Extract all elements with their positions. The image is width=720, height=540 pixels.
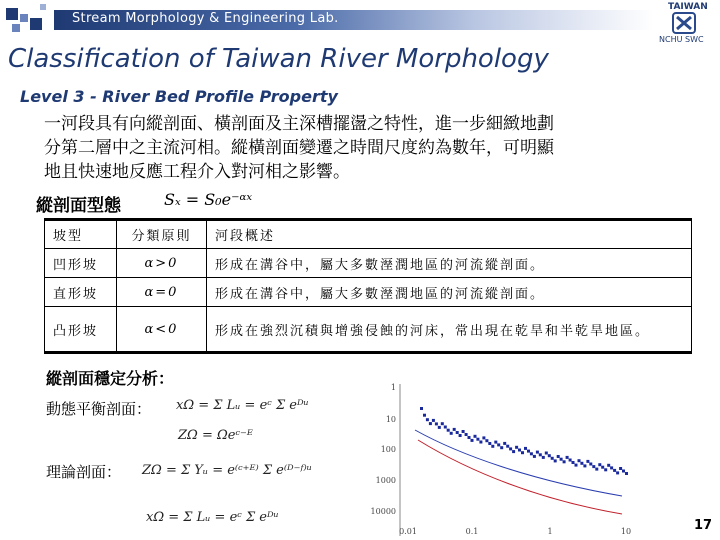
plot-data-point — [465, 433, 468, 436]
plot-data-point — [482, 436, 485, 439]
section-heading: Level 3 - River Bed Profile Property — [20, 87, 338, 106]
plot-data-point — [435, 422, 438, 425]
plot-data-point — [548, 454, 551, 457]
theory-profile-label: 理論剖面： — [46, 463, 122, 481]
plot-data-point — [575, 464, 578, 467]
plot-data-point — [423, 414, 426, 417]
plot-data-point — [420, 407, 423, 410]
plot-data-point — [441, 422, 444, 425]
plot-data-point — [583, 464, 586, 467]
plot-data-point — [479, 441, 482, 444]
plot-data-point — [530, 452, 533, 455]
plot-data-point — [432, 419, 435, 422]
plot-data-point — [438, 426, 441, 429]
equation-1: xΩ = Σ Lᵤ = eᶜ Σ eᴰᵘ — [176, 398, 309, 413]
page-number: 17 — [694, 518, 713, 533]
plot-data-point — [569, 459, 572, 462]
plot-data-point — [563, 460, 566, 463]
plot-data-point — [491, 445, 494, 448]
plot-data-point — [459, 434, 462, 437]
y-tick-label: 1000 — [375, 476, 396, 485]
plot-data-point — [578, 459, 581, 462]
y-tick-label: 10000 — [370, 507, 396, 516]
plot-data-point — [542, 456, 545, 459]
plot-data-point — [580, 462, 583, 465]
plot-data-point — [613, 469, 616, 472]
plot-data-point — [506, 445, 509, 448]
plot-data-point — [429, 422, 432, 425]
table-header-row — [45, 220, 692, 249]
plot-data-point — [610, 466, 613, 469]
lab-name: Stream Morphology & Engineering Lab. — [72, 11, 339, 26]
plot-data-point — [545, 452, 548, 455]
plot-data-point — [456, 431, 459, 434]
plot-data-point — [586, 460, 589, 463]
plot-data-point — [533, 455, 536, 458]
table-cell: α<0 — [117, 307, 207, 353]
intro-line-2: 分第二層中之主流河相。縱橫剖面變遷之時間尺度約為數年，可明顯 — [44, 138, 554, 158]
equation-3: ZΩ = Σ Yᵤ = e⁽ᶜ⁺ᴱ⁾ Σ e⁽ᴰ⁻ᶠ⁾ᵘ — [142, 463, 312, 478]
logo-mark-icon — [672, 12, 696, 34]
plot-data-point — [595, 468, 598, 471]
table-cell: α=0 — [117, 278, 207, 307]
plot-data-point — [551, 457, 554, 460]
intro-line-1: 一河段具有向縱剖面、橫剖面及主深槽擺盪之特性，進一步細緻地劃 — [44, 114, 554, 134]
y-tick-label: 1 — [390, 383, 396, 392]
plot-data-point — [592, 465, 595, 468]
plot-data-point — [476, 438, 479, 441]
plot-data-point — [619, 467, 622, 470]
header-band — [0, 0, 720, 44]
x-tick-label: 0.1 — [465, 527, 479, 536]
table-header-cell: 分類原則 — [117, 220, 207, 249]
table-cell: 形成在強烈沉積與增強侵蝕的河床，常出現在乾旱和半乾旱地區。 — [207, 307, 692, 353]
table-row — [45, 307, 692, 353]
x-tick-label: 10 — [620, 527, 632, 536]
plot-data-point — [622, 470, 625, 473]
plot-data-point — [485, 439, 488, 442]
plot-data-point — [518, 449, 521, 452]
x-tick-label: 0.01 — [399, 527, 417, 536]
plot-data-point — [444, 426, 447, 429]
table-cell: 形成在溝谷中，屬大多數溼潤地區的河流縱剖面。 — [207, 278, 692, 307]
plot-data-point — [598, 463, 601, 466]
header-square-2 — [20, 14, 28, 22]
header-square-4 — [12, 24, 20, 32]
dynamic-profile-label: 動態平衡剖面： — [46, 400, 152, 418]
plot-data-point — [589, 463, 592, 466]
equation-4: xΩ = Σ Lᵤ = eᶜ Σ eᴰᵘ — [146, 510, 279, 525]
table-cell: 直形坡 — [45, 278, 117, 307]
plot-data-point — [607, 464, 610, 467]
plot-data-point — [426, 418, 429, 421]
plot-data-point — [497, 443, 500, 446]
profile-plot — [360, 380, 660, 540]
logo-cross-icon — [674, 14, 694, 32]
plot-data-point — [536, 451, 539, 454]
equation-2: ZΩ = Ωeᶜ⁻ᴱ — [178, 428, 253, 443]
intro-paragraph — [44, 112, 654, 184]
plot-data-point — [447, 429, 450, 432]
table-cell: 形成在溝谷中，屬大多數溼潤地區的河流縱剖面。 — [207, 249, 692, 278]
plot-data-point — [515, 446, 518, 449]
plot-data-point — [524, 447, 527, 450]
plot-data-point — [616, 471, 619, 474]
plot-data-point — [521, 451, 524, 454]
plot-data-point — [462, 430, 465, 433]
plot-data-point — [527, 450, 530, 453]
plot-data-point — [468, 436, 471, 439]
profile-type-table — [44, 218, 692, 354]
table-header-cell: 坡型 — [45, 220, 117, 249]
header-square-3 — [30, 18, 42, 30]
plot-data-point — [474, 435, 477, 438]
plot-data-point — [471, 439, 474, 442]
table-cell: α>0 — [117, 249, 207, 278]
slope-formula: Sₓ = S₀e⁻ᵅˣ — [164, 190, 252, 209]
table-row — [45, 249, 692, 278]
logo-subtitle: NCHU SWC — [659, 35, 704, 44]
plot-data-point — [554, 459, 557, 462]
plot-data-point — [572, 461, 575, 464]
intro-line-3: 地且快速地反應工程介入對河相之影響。 — [44, 162, 350, 182]
plot-data-point — [509, 447, 512, 450]
plot-data-point — [539, 453, 542, 456]
table-row — [45, 278, 692, 307]
x-tick-label: 1 — [547, 527, 553, 536]
plot-data-point — [601, 466, 604, 469]
plot-data-point — [557, 455, 560, 458]
table-header-cell: 河段概述 — [207, 220, 692, 249]
plot-data-point — [494, 441, 497, 444]
y-tick-label: 100 — [380, 445, 396, 454]
table-cell: 凸形坡 — [45, 307, 117, 353]
stability-analysis-label: 縱剖面穩定分析： — [46, 369, 175, 388]
logo-text: TAIWAN — [668, 2, 708, 12]
y-tick-label: 10 — [385, 415, 396, 424]
profile-type-label: 縱剖面型態 — [36, 196, 121, 216]
header-square-1 — [6, 8, 18, 20]
plot-data-points — [420, 407, 628, 475]
plot-data-point — [503, 442, 506, 445]
plot-data-point — [512, 450, 515, 453]
page-title: Classification of Taiwan River Morphology — [8, 44, 549, 74]
plot-data-point — [453, 428, 456, 431]
plot-data-point — [450, 432, 453, 435]
header-square-5 — [40, 4, 46, 10]
plot-data-point — [488, 442, 491, 445]
table-cell: 凹形坡 — [45, 249, 117, 278]
plot-data-point — [566, 456, 569, 459]
plot-data-point — [604, 468, 607, 471]
plot-data-point — [500, 446, 503, 449]
plot-data-point — [560, 458, 563, 461]
plot-data-point — [625, 472, 628, 475]
